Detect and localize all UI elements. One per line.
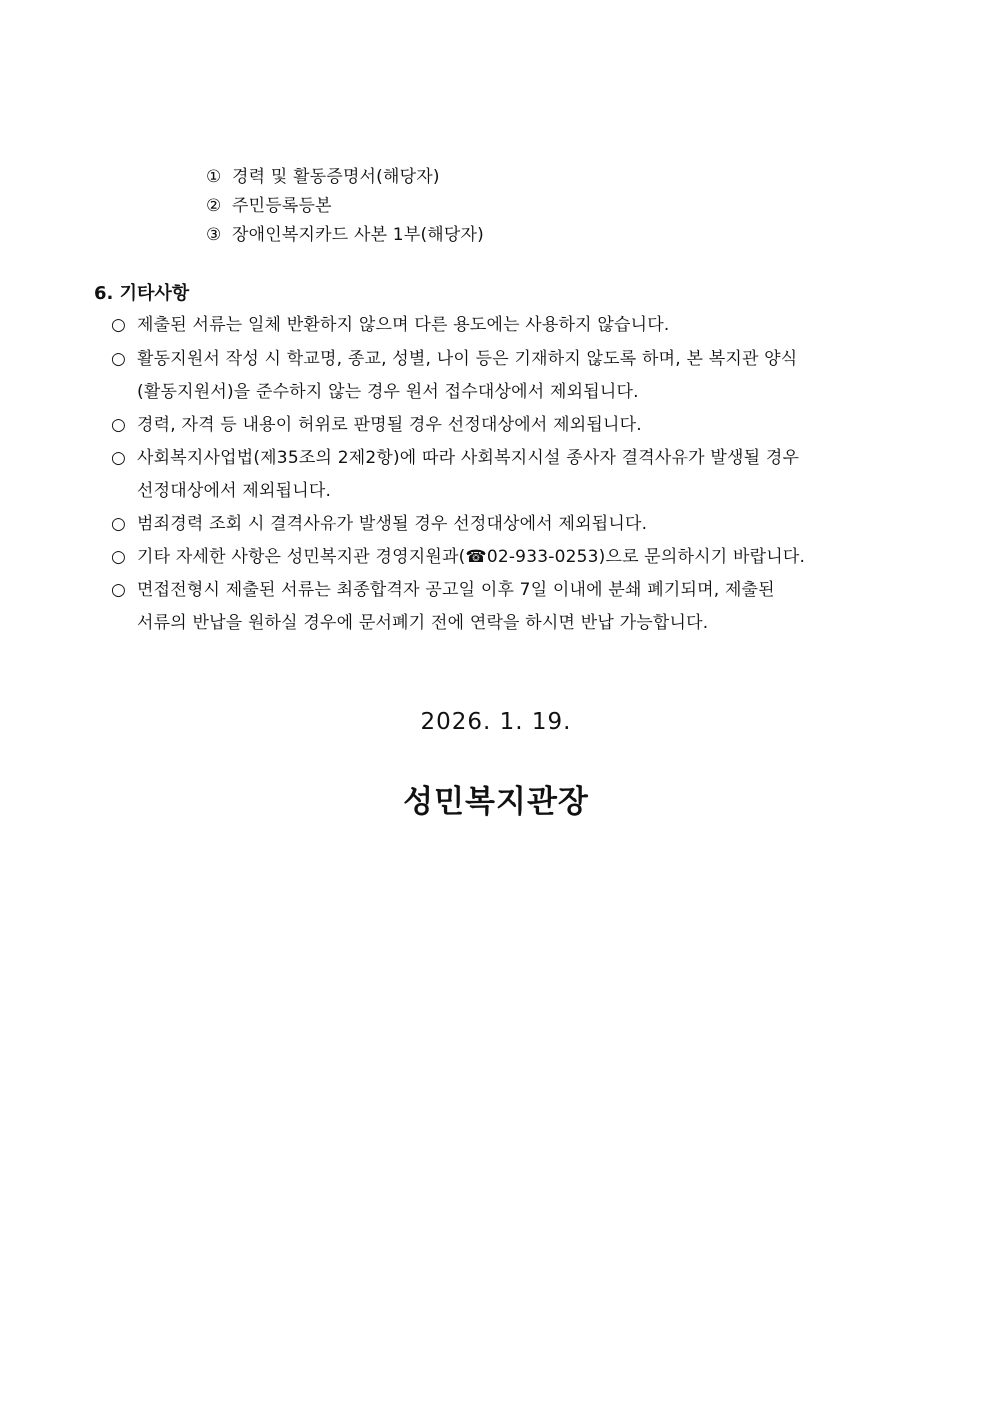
- circle-bullet-icon: ○: [111, 448, 127, 468]
- list-item: [111, 547, 805, 567]
- list-item: [111, 349, 797, 369]
- list-item-continuation: 선정대상에서 제외됩니다.: [137, 481, 332, 501]
- circle-bullet-icon: ○: [111, 349, 127, 369]
- list-item: [111, 448, 799, 468]
- circle-bullet-icon: ○: [111, 315, 127, 335]
- document-marker: ②: [206, 196, 222, 216]
- list-item-text: 기타 자세한 사항은 성민복지관 경영지원과(☎02-933-0253)으로 문의하시기 바랍니다.: [137, 547, 806, 567]
- document-marker: ①: [206, 167, 222, 187]
- list-item-text: 면접전형시 제출된 서류는 최종합격자 공고일 이후 7일 이내에 분쇄 폐기되며, 제출된: [137, 580, 775, 600]
- circle-bullet-icon: ○: [111, 514, 127, 534]
- signer-title: 성민복지관장: [403, 784, 589, 820]
- document-text: 경력 및 활동증명서(해당자): [232, 167, 440, 187]
- document-text: 장애인복지카드 사본 1부(해당자): [232, 225, 484, 245]
- circle-bullet-icon: ○: [111, 580, 127, 600]
- list-item: [111, 580, 775, 600]
- list-item-text: 활동지원서 작성 시 학교명, 종교, 성별, 나이 등은 기재하지 않도록 하며, 본 복지관 양식: [137, 349, 798, 369]
- list-item-continuation: (활동지원서)을 준수하지 않는 경우 원서 접수대상에서 제외됩니다.: [137, 382, 639, 402]
- list-item-continuation: 서류의 반납을 원하실 경우에 문서폐기 전에 연락을 하시면 반납 가능합니다.: [137, 613, 709, 633]
- list-item-text: 제출된 서류는 일체 반환하지 않으며 다른 용도에는 사용하지 않습니다.: [137, 315, 670, 335]
- document-marker: ③: [206, 225, 222, 245]
- circle-bullet-icon: ○: [111, 547, 127, 567]
- list-item: [111, 415, 642, 435]
- document-item: [206, 196, 332, 216]
- list-item-text: 경력, 자격 등 내용이 허위로 판명될 경우 선정대상에서 제외됩니다.: [137, 415, 642, 435]
- document-date: 2026. 1. 19.: [420, 709, 572, 735]
- list-item: [111, 315, 669, 335]
- list-item-text: 범죄경력 조회 시 결격사유가 발생될 경우 선정대상에서 제외됩니다.: [137, 514, 648, 534]
- section-title: 6. 기타사항: [94, 283, 190, 304]
- document-item: [206, 225, 484, 245]
- document-text: 주민등록등본: [232, 196, 332, 216]
- circle-bullet-icon: ○: [111, 415, 127, 435]
- list-item: [111, 514, 647, 534]
- list-item-text: 사회복지사업법(제35조의 2제2항)에 따라 사회복지시설 종사자 결격사유가 발생될 경우: [137, 448, 800, 468]
- document-item: [206, 167, 440, 187]
